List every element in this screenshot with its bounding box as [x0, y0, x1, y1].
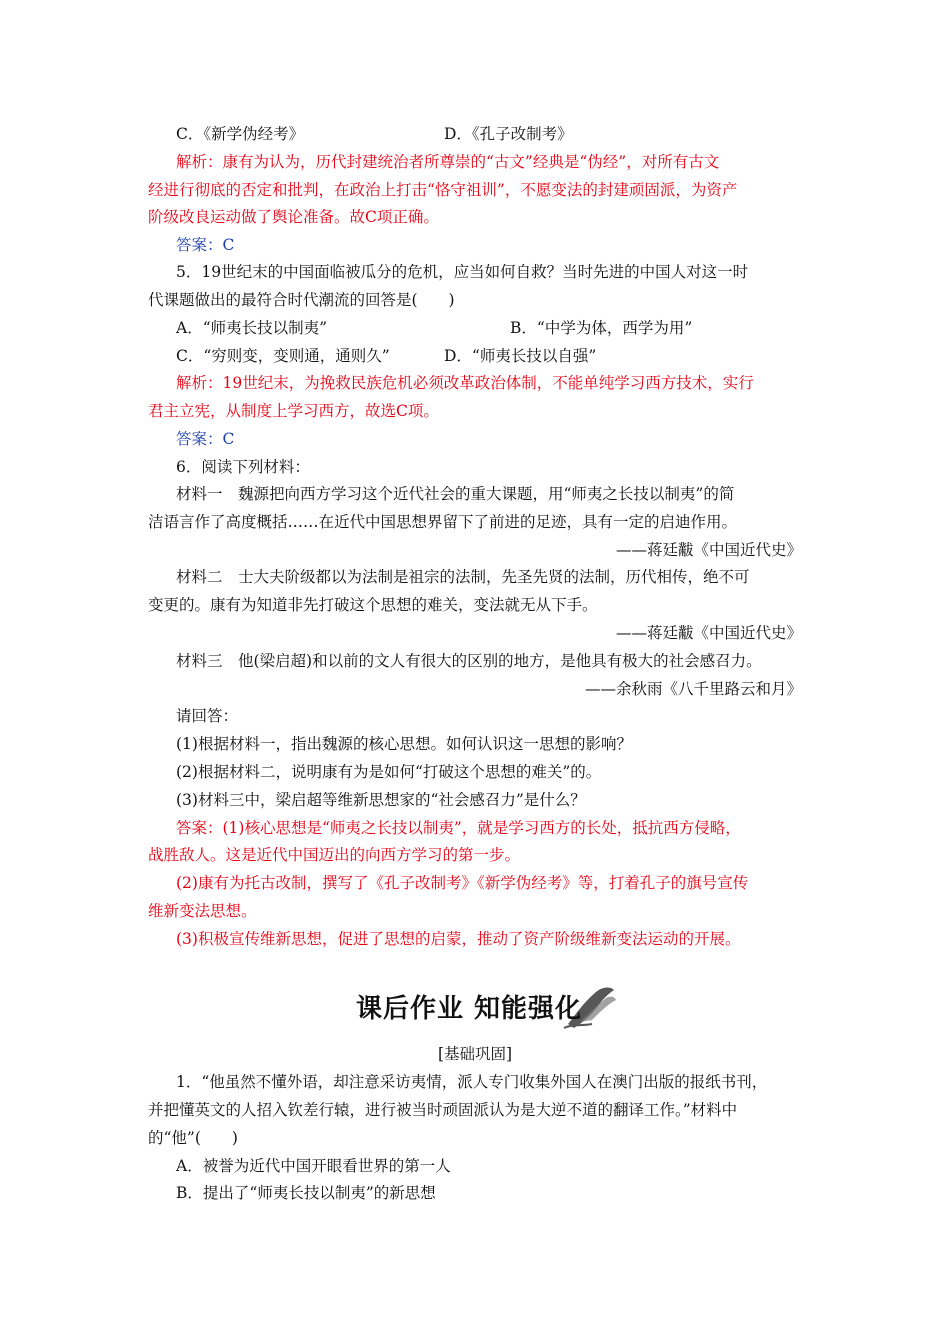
hw1-option-a: A．被誉为近代中国开眼看世界的第一人	[176, 1157, 451, 1175]
section-banner-title: 课后作业 知能强化	[356, 994, 583, 1024]
q6-answer-1-line: 答案：(1)核心思想是“师夷之长技以制夷”，就是学习西方的长处，抵抗西方侵略，	[176, 819, 741, 837]
hw1-option-b: B．提出了“师夷长技以制夷”的新思想	[176, 1184, 436, 1202]
q6-material-1-source: ——蒋廷黻《中国近代史》	[615, 541, 802, 559]
q5-option-a: A．“师夷长技以制夷”	[176, 319, 328, 337]
q6-subquestion-2: (2)根据材料二，说明康有为是如何“打破这个思想的难关”的。	[176, 763, 602, 781]
q6-material-1-line: 材料一 魏源把向西方学习这个近代社会的重大课题，用“师夷之长技以制夷”的简	[176, 485, 735, 503]
q4-option-c: C．《新学伪经考》	[176, 125, 305, 143]
q6-answer-2-line: (2)康有为托古改制，撰写了《孔子改制考》《新学伪经考》等，打着孔子的旗号宣传	[176, 874, 749, 892]
q6-material-1-line: 洁语言作了高度概括……在近代中国思想界留下了前进的足迹，具有一定的启迪作用。	[148, 513, 738, 531]
q4-analysis-line: 解析：康有为认为，历代封建统治者所尊崇的“古文”经典是“伪经”，对所有古文	[176, 153, 720, 171]
q6-prompt: 请回答：	[176, 707, 239, 725]
q6-subquestion-1: (1)根据材料一，指出魏源的核心思想。如何认识这一思想的影响？	[176, 735, 632, 753]
q6-material-2-line: 变更的。康有为知道非先打破这个思想的难关，变法就无从下手。	[148, 596, 598, 614]
hw1-stem-line: 的“他”( )	[148, 1129, 238, 1147]
q6-stem: 6．阅读下列材料：	[176, 458, 310, 476]
q5-analysis-line: 君主立宪，从制度上学习西方，故选C项。	[148, 402, 439, 420]
q5-option-d: D．“师夷长技以自强”	[444, 347, 597, 365]
q6-answer-1-line: 战胜敌人。这是近代中国迈出的向西方学习的第一步。	[148, 846, 521, 864]
q5-stem-line: 代课题做出的最符合时代潮流的回答是( )	[148, 291, 455, 309]
q4-option-d: D．《孔子改制考》	[444, 125, 573, 143]
hw1-stem-line: 1．“他虽然不懂外语，却注意采访夷情，派人专门收集外国人在澳门出版的报纸书刊，	[176, 1073, 768, 1091]
q4-analysis-line: 经进行彻底的否定和批判，在政治上打击“恪守祖训”，不愿变法的封建顽固派，为资产	[148, 181, 738, 199]
q5-stem-line: 5．19世纪末的中国面临被瓜分的危机，应当如何自救？当时先进的中国人对这一时	[176, 263, 749, 281]
q6-subquestion-3: (3)材料三中，梁启超等维新思想家的“社会感召力”是什么？	[176, 791, 586, 809]
q5-option-b: B．“中学为体，西学为用”	[510, 319, 693, 337]
q6-material-3-line: 材料三 他(梁启超)和以前的文人有很大的区别的地方，是他具有极大的社会感召力。	[176, 652, 762, 670]
q6-material-2-source: ——蒋廷黻《中国近代史》	[615, 624, 802, 642]
q4-answer: 答案：C	[176, 236, 235, 254]
q5-answer: 答案：C	[176, 430, 235, 448]
q6-material-2-line: 材料二 士大夫阶级都以为法制是祖宗的法制，先圣先贤的法制，历代相传，绝不可	[176, 568, 750, 586]
section-banner	[356, 982, 622, 1032]
q6-material-3-source: ——余秋雨《八千里路云和月》	[584, 680, 802, 698]
q5-option-c: C．“穷则变，变则通，通则久”	[176, 347, 390, 365]
q6-answer-3-line: (3)积极宣传维新思想，促进了思想的启蒙，推动了资产阶级维新变法运动的开展。	[176, 930, 741, 948]
q5-analysis-line: 解析：19世纪末，为挽救民族危机必须改革政治体制，不能单纯学习西方技术，实行	[176, 374, 754, 392]
q6-answer-2-line: 维新变法思想。	[148, 902, 257, 920]
q4-analysis-line: 阶级改良运动做了舆论准备。故C项正确。	[148, 208, 439, 226]
hw1-stem-line: 并把懂英文的人招入钦差行辕，进行被当时顽固派认为是大逆不道的翻译工作。”材料中	[148, 1101, 738, 1119]
subsection-heading: [基础巩固]	[437, 1045, 513, 1063]
